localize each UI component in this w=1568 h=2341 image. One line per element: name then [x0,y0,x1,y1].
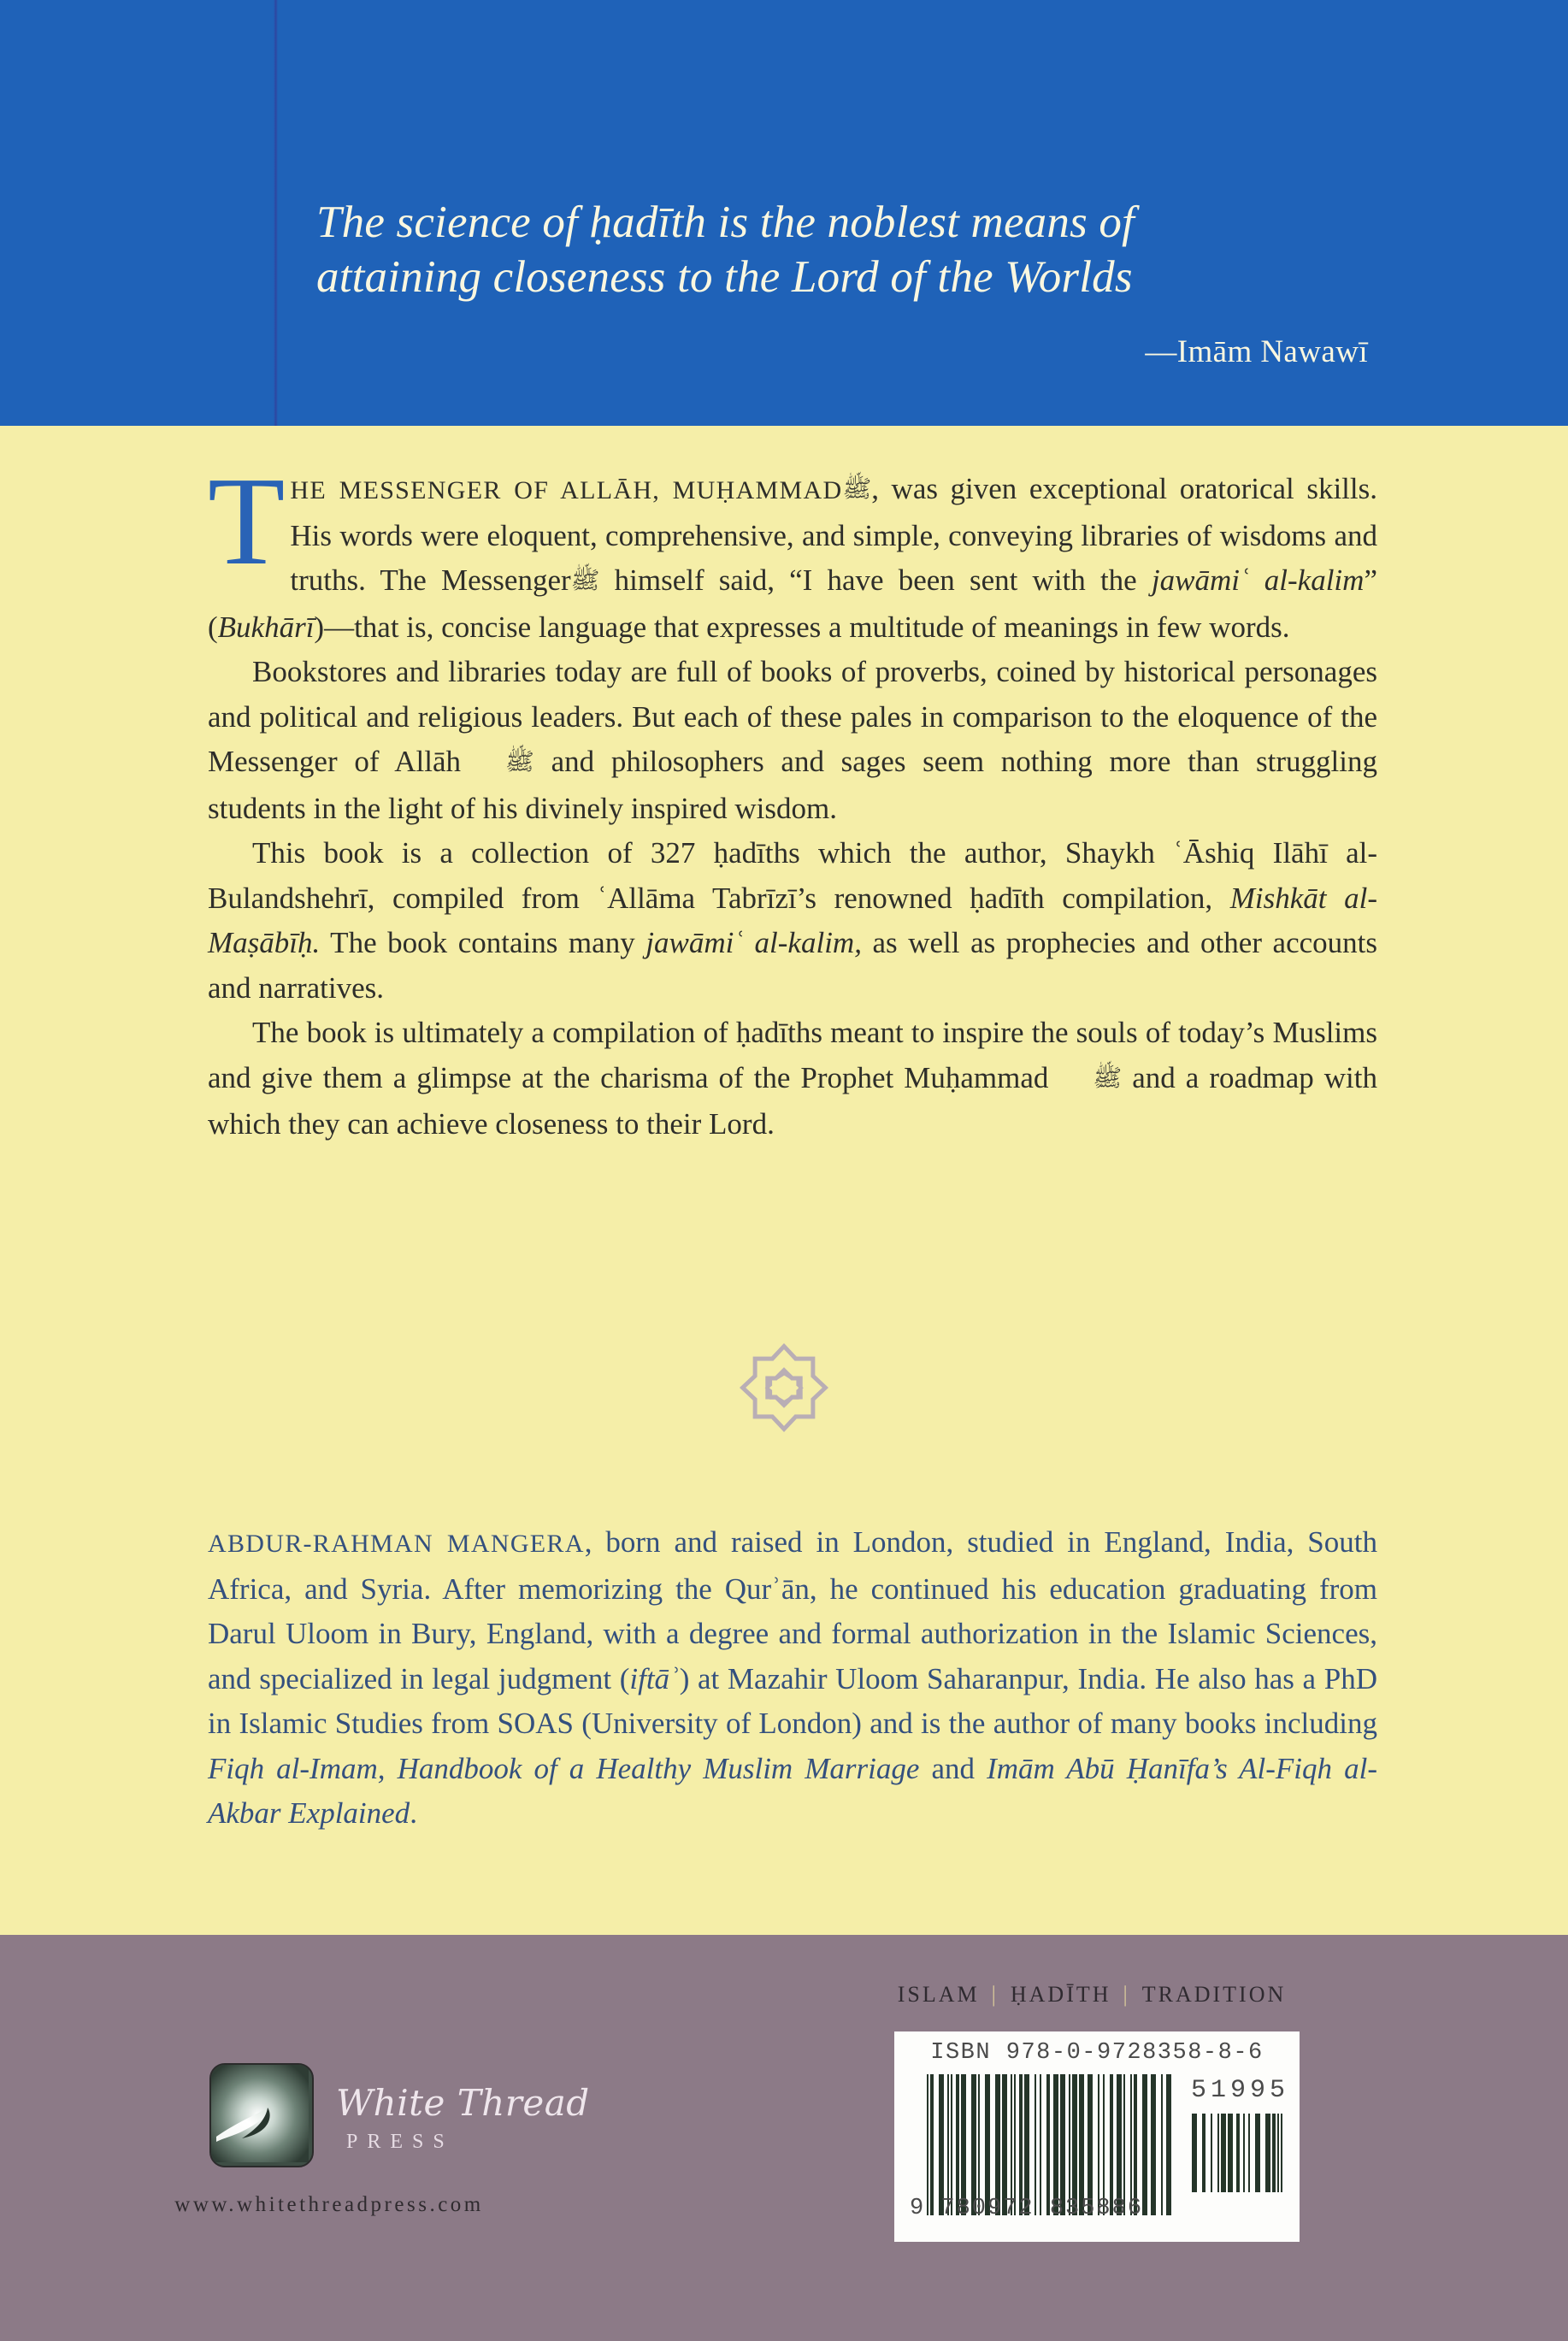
barcode-bar [1272,2114,1276,2192]
publisher-wordmark: White Thread [336,2082,590,2124]
blurb-paragraph-2 [208,650,1377,831]
barcode-bar [985,2074,990,2215]
barcode-bar [956,2074,959,2215]
ornament-container [0,1341,1568,1439]
quote-block [316,195,1368,370]
body-area [0,426,1568,1935]
barcode-bar [1011,2074,1012,2215]
barcode-bar [1110,2074,1113,2215]
blurb-p1-text-c: ” ( [208,563,1377,644]
barcode-bar [1072,2074,1077,2215]
spine-crease [274,0,278,426]
category-separator: | [991,1982,999,2007]
category-hadith: ḤADĪTH [1010,1982,1111,2007]
barcode-bar [951,2074,952,2215]
author-bio-paragraph [208,1520,1377,1837]
bio-text-d: . [410,1796,417,1830]
barcode-bar [1248,2114,1250,2192]
blurb-p1-italic-jawami: jawāmiʿ al-kalim [1151,563,1365,597]
category-islam: ISLAM [897,1982,980,2007]
bio-text-a: , born and raised in London, studied in England, India, South Africa, and Syria. After memorizing the Qurʾān, he continued his education graduating from Darul Uloom in Bury, England, with a degree and formal authorization in the Islamic Sciences, and specialized in legal judgment ( [208,1525,1377,1695]
ean5-addon-bars [1192,2114,1288,2192]
barcode-bar [947,2074,949,2215]
barcode-bar [978,2074,980,2215]
quote-band [0,0,1568,426]
author-name: ABDUR-RAHMAN MANGERA [208,1530,585,1558]
bio-italic-ifta: iftāʾ [629,1661,680,1695]
barcode-bar [1098,2074,1099,2215]
barcode-bar [930,2074,934,2215]
barcode-bar [1166,2074,1171,2215]
peace-be-upon-him-icon: ﷺ [842,475,872,503]
blurb-text-block [208,451,1377,1147]
quote-line-1: The science of ḥadīth is the noblest means of [316,198,1135,247]
blurb-p3-text-a: This book is a collection of 327 ḥadīths which the author, Shaykh ʿĀshiq Ilāhī al-Bulandshehrī, compiled from ʿAllāma Tabrīzī’s renowned ḥadīth compilation, [208,836,1377,915]
barcode-bar [1024,2074,1029,2215]
blurb-p2-text-b: and philosophers and sages seem nothing more than struggling students in the light of his divinely inspired wisdom. [208,745,1377,825]
category-separator: | [1123,1982,1130,2007]
barcode-bar [1069,2074,1070,2215]
ean13-bars [927,2074,1175,2215]
blurb-p4-text-a: The book is ultimately a compilation of ḥadīths meant to inspire the souls of today’s Muslims and give them a glimpse at the charisma of the Prophet Muḥammad [208,1016,1377,1094]
white-thread-logo-icon [209,2063,314,2167]
barcode-bar [1277,2114,1279,2192]
footer-band [0,1935,1568,2341]
barcode-bar [1035,2074,1036,2215]
barcode-bar [1130,2074,1132,2215]
barcode-bar [1079,2074,1084,2215]
barcode-bar [1046,2074,1050,2215]
barcode-bar [1221,2114,1226,2192]
barcode-bar [1040,2074,1041,2215]
blurb-paragraph-1 [208,451,1377,650]
barcode-bar [1060,2074,1065,2215]
barcode-bar [971,2074,976,2215]
barcode-bar [1281,2114,1282,2192]
blurb-p1-text-d: )—that is, concise language that expresses a multitude of meanings in few words. [314,610,1290,644]
barcode-bar [1134,2074,1137,2215]
barcode-bar [961,2074,966,2215]
quote-attribution: —Imām Nawawī [1145,334,1368,369]
isbn-text: ISBN 978-0-9728358-8-6 [930,2040,1264,2066]
blurb-p3-text-b: The book contains many [320,926,646,959]
blurb-paragraph-3 [208,831,1377,1011]
barcode-bar [1123,2074,1125,2215]
barcode-bar [1151,2074,1156,2215]
blurb-p1-text-a: , was given exceptional oratorical skills. His words were eloquent, comprehensive, and simple, conveying libraries of wisdoms and truths. The Messenger [290,472,1377,597]
barcode-block [894,2031,1300,2242]
logo-swoosh-icon [211,2065,309,2162]
barcode-bar [1014,2074,1016,2215]
peace-be-upon-him-icon: ﷺ [505,747,534,775]
eight-pointed-star-ornament [737,1341,831,1435]
blurb-p3-text-c: as well as prophecies and other accounts and narratives. [208,926,1377,1005]
barcode-bar [1053,2074,1058,2215]
peace-be-upon-him-icon: ﷺ [570,566,600,594]
blurb-p1-text-b: himself said, “I have been sent with the [599,563,1152,597]
barcode-bar [1243,2114,1245,2192]
category-line [887,1982,1297,2008]
publisher-suffix: PRESS [346,2131,454,2153]
barcode-bar [1002,2074,1007,2215]
barcode-bar [1202,2114,1205,2192]
price-code-text: 51995 [1190,2076,1289,2105]
drop-cap-letter: T [208,451,286,592]
author-bio-block [208,1520,1377,1837]
publisher-website-url: www.whitethreadpress.com [174,2193,484,2216]
barcode-bar [1211,2114,1212,2192]
barcode-bar [1228,2114,1233,2192]
quote-line-2: attaining closeness to the Lord of the Worlds [316,252,1133,302]
barcode-bar [1255,2114,1260,2192]
blurb-p4-text-b: and a roadmap with which they can achieve closeness to their Lord. [208,1060,1377,1141]
bio-italic-books-1: Fiqh al-Imam, Handbook of a Healthy Muslim Marriage [208,1751,920,1785]
barcode-bar [1236,2114,1240,2192]
barcode-bar [1142,2074,1147,2215]
barcode-bar [1161,2074,1163,2215]
blurb-p1-italic-bukhari: Bukhārī [217,610,315,644]
barcode-bar [995,2074,1000,2215]
blurb-p1-smallcaps: HE MESSENGER OF ALLĀH, MUḤAMMAD [290,476,843,504]
blurb-p3-italic-mishkat: Mishkāt al-Maṣābīḥ. [208,881,1377,959]
barcode-bar [1088,2074,1093,2215]
barcode-bar [1217,2114,1219,2192]
bio-italic-books-2: Imām Abū Ḥanīfa’s Al-Fiqh al-Akbar Explained [208,1751,1377,1830]
barcode-bar [1019,2074,1023,2215]
barcode-bar [927,2074,928,2215]
bio-text-b: ) at Mazahir Uloom Saharanpur, India. He also has a PhD in Islamic Studies from SOAS (University of London) and is the author of many books including [208,1661,1377,1740]
category-tradition: TRADITION [1141,1982,1287,2007]
blurb-paragraph-4 [208,1011,1377,1147]
blurb-p3-italic-jawami: jawāmiʿ al-kalim, [645,926,862,959]
barcode-bar [1103,2074,1105,2215]
barcode-bar [1192,2114,1197,2192]
ean-digits-text: 9 780972 835886 [910,2196,1144,2221]
bio-text-c: and [919,1751,987,1785]
barcode-bar [1265,2114,1270,2192]
peace-be-upon-him-icon: ﷺ [1093,1063,1123,1092]
blurb-p2-text-a: Bookstores and libraries today are full of books of proverbs, coined by historical personages and political and religious leaders. But each of these pales in comparison to the eloquence of the Messenger of Allāh [208,655,1377,778]
barcode-bar [1117,2074,1122,2215]
barcode-bar [939,2074,944,2215]
